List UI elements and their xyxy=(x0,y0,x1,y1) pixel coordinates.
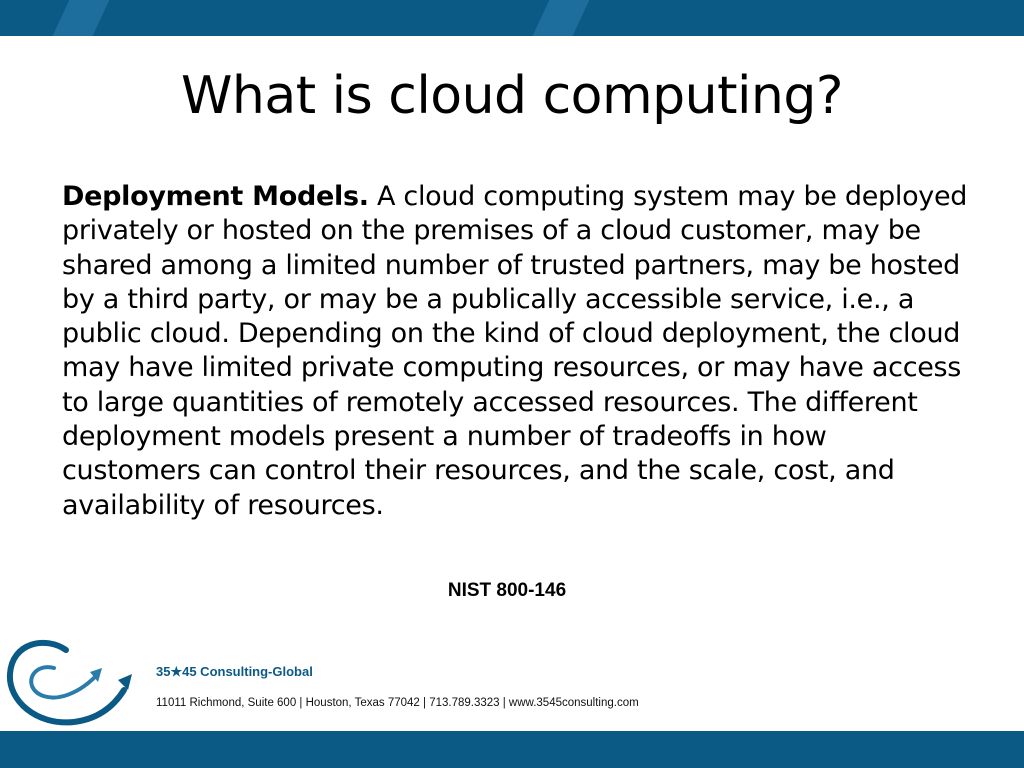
footer-band xyxy=(0,731,1024,768)
header-streak xyxy=(46,0,114,36)
header-streak xyxy=(526,0,594,36)
company-name: 35★45 Consulting-Global xyxy=(156,664,313,679)
body-text: A cloud computing system may be deployed privately or hosted on the premises of a cloud customer, may be shared among a limited number of trusted partners, may be hosted by a third party, or may be a publically accessible service, i.e., a public cloud. Depending on the kind of cloud deployment, the cloud may have limited private computing resources, or may have access to large quantities of remotely accessed resources. The different deployment models present a number of tradeoffs in how customers can control their resources, and the scale, cost, and availability of resources. xyxy=(62,181,968,521)
body-lead: Deployment Models. xyxy=(62,181,369,212)
header-band xyxy=(0,0,1024,36)
citation: NIST 800-146 xyxy=(447,580,567,601)
slide-title: What is cloud computing? xyxy=(181,66,843,126)
swirl-arrow-logo-icon xyxy=(6,638,138,728)
slide-body xyxy=(62,180,972,523)
company-address: 11011 Richmond, Suite 600 | Houston, Texas 77042 | 713.789.3323 | www.3545consulting.com xyxy=(156,697,639,709)
